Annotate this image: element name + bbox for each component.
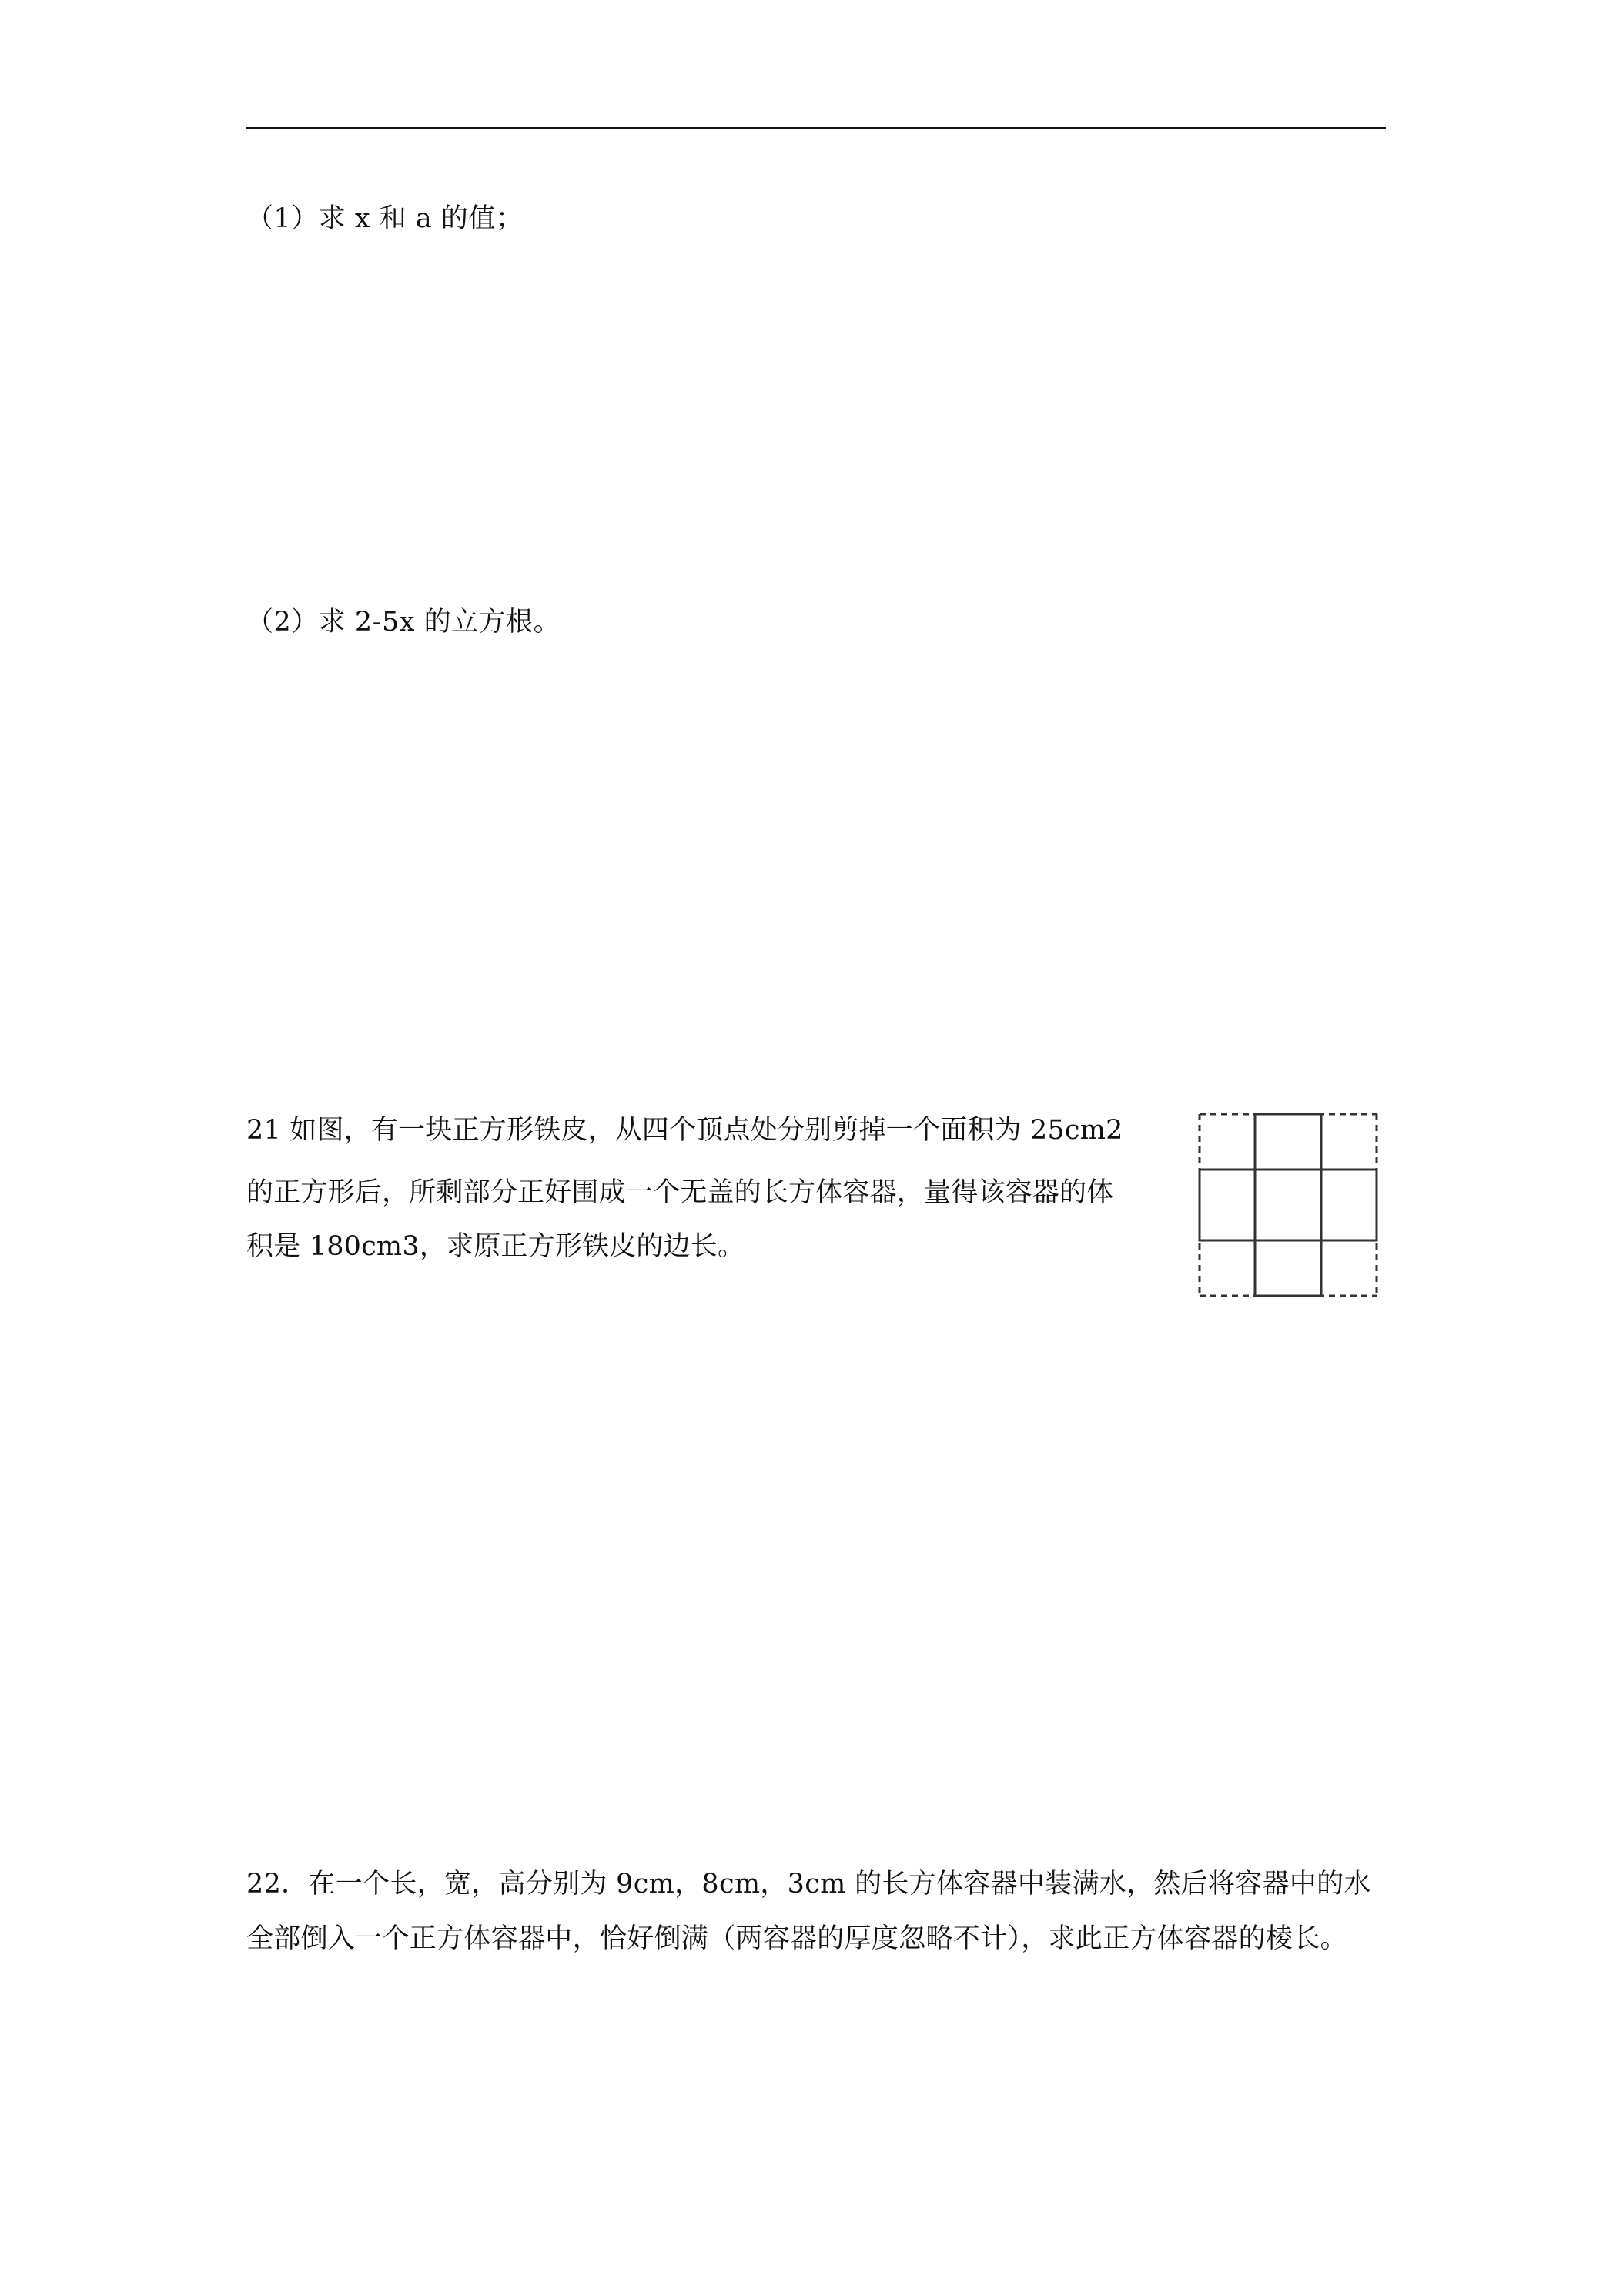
question-22-line-2: 全部倒入一个正方体容器中，恰好倒满（两容器的厚度忽略不计），求此正方体容器的棱长。 [246,1923,1347,1954]
header-rule [246,127,1386,129]
question-20-part-2: （2）求 2-5x 的立方根。 [246,607,561,638]
square-sheet-with-corner-cutouts-icon [1198,1113,1378,1297]
question-21-line-1: 21 如图，有一块正方形铁皮，从四个顶点处分别剪掉一个面积为 25cm2 [246,1115,1123,1146]
square-sheet-diagram [1198,1113,1378,1297]
cross-shaped-net-outline [1200,1114,1377,1296]
question-22-line-1: 22．在一个长，宽，高分别为 9cm，8cm，3cm 的长方体容器中装满水，然后将容器中的水 [246,1869,1371,1899]
question-20-part-1: （1）求 x 和 a 的值； [246,203,524,234]
question-21-line-2: 的正方形后，所剩部分正好围成一个无盖的长方体容器，量得该容器的体 [246,1177,1114,1208]
question-21-line-3: 积是 180cm3，求原正方形铁皮的边长。 [246,1231,745,1262]
